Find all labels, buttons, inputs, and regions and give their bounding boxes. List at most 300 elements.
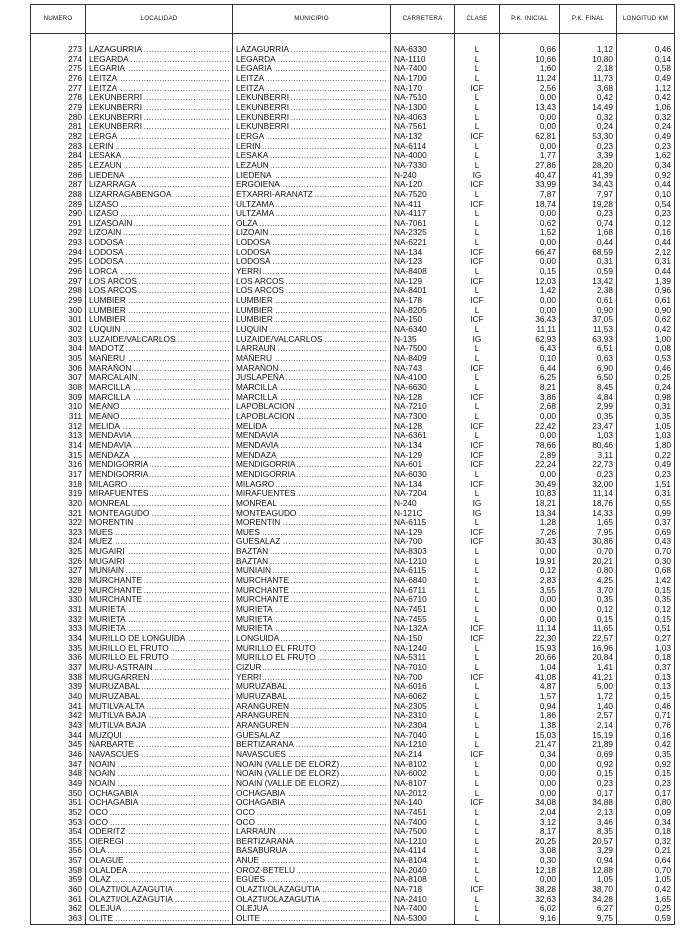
cell-localidad — [86, 875, 233, 885]
table-row — [31, 55, 675, 65]
cell-localidad — [86, 55, 233, 65]
cell-clase: L — [455, 238, 500, 248]
cell-municipio-text: MARCILLA — [236, 392, 278, 402]
cell-pk-final: 0,63 — [560, 354, 617, 364]
cell-municipio-leader — [236, 798, 387, 808]
table-row — [31, 451, 675, 461]
cell-pk-inicial: 0,34 — [500, 750, 560, 760]
cell-pk-final: 2,99 — [560, 402, 617, 412]
table-row — [31, 557, 675, 567]
cell-municipio-text: LEZAUN — [236, 160, 269, 170]
cell-municipio-leader — [236, 605, 387, 615]
cell-longitud: 0,62 — [617, 315, 675, 325]
cell-clase: L — [455, 557, 500, 567]
cell-localidad — [86, 846, 233, 856]
cell-localidad-leader — [89, 161, 229, 171]
cell-numero: 309 — [31, 393, 86, 403]
cell-numero: 340 — [31, 692, 86, 702]
cell-municipio-text: LEKUNBERRI — [236, 93, 290, 103]
cell-localidad-text: OLAZTI/OLAZAGUTIA — [89, 894, 173, 904]
cell-numero: 341 — [31, 702, 86, 712]
cell-localidad-leader — [89, 895, 229, 905]
table-row — [31, 576, 675, 586]
cell-numero: 326 — [31, 557, 86, 567]
cell-localidad — [86, 489, 233, 499]
cell-municipio-leader — [236, 74, 387, 84]
cell-localidad-text: LESAKA — [89, 151, 122, 161]
cell-longitud: 1,80 — [617, 441, 675, 451]
cell-municipio-text: NAVASCUES — [236, 749, 286, 759]
cell-pk-final: 0,92 — [560, 760, 617, 770]
cell-localidad-leader — [89, 286, 229, 296]
table-row — [31, 663, 675, 673]
cell-pk-final: 13,42 — [560, 277, 617, 287]
cell-pk-final: 2,14 — [560, 721, 617, 731]
cell-localidad-leader — [89, 595, 229, 605]
cell-localidad-text: MENDAVIA — [89, 440, 132, 450]
cell-municipio-leader — [236, 412, 387, 422]
cell-pk-inicial: 8,17 — [500, 827, 560, 837]
cell-municipio-text: CIZUR — [236, 663, 262, 672]
cell-pk-final: 18,76 — [560, 499, 617, 509]
cell-clase: L — [455, 74, 500, 84]
cell-localidad-text: MUGAIRI — [89, 556, 125, 566]
cell-longitud: 0,32 — [617, 113, 675, 123]
table-row — [31, 132, 675, 142]
cell-municipio-leader — [236, 190, 387, 200]
cell-localidad — [86, 866, 233, 876]
cell-numero: 362 — [31, 904, 86, 914]
cell-localidad — [86, 84, 233, 94]
cell-numero: 316 — [31, 460, 86, 470]
cell-municipio-leader — [236, 827, 387, 837]
cell-pk-inicial: 1,77 — [500, 151, 560, 161]
cell-localidad-text: LERGA — [89, 131, 118, 141]
table-row — [31, 904, 675, 914]
cell-municipio-leader — [236, 470, 387, 480]
cell-localidad-text: MUTILVA BAJA — [89, 711, 147, 721]
cell-pk-final: 41,39 — [560, 171, 617, 181]
cell-municipio — [233, 528, 391, 538]
cell-carretera: NA-1210 — [391, 557, 455, 567]
cell-longitud: 0,15 — [617, 586, 675, 596]
cell-localidad-leader — [89, 769, 229, 779]
cell-pk-inicial: 9,16 — [500, 914, 560, 924]
cell-municipio-text: LOS ARCOS — [236, 276, 284, 286]
cell-numero: 312 — [31, 422, 86, 432]
cell-carretera: NA-7400 — [391, 904, 455, 914]
cell-longitud: 0,43 — [617, 537, 675, 547]
table-row — [31, 412, 675, 422]
cell-localidad — [86, 808, 233, 818]
cell-numero: 306 — [31, 364, 86, 374]
cell-localidad — [86, 219, 233, 229]
cell-clase: ICF — [455, 84, 500, 94]
cell-pk-final: 6,50 — [560, 373, 617, 383]
cell-municipio-text: OLAZTI/OLAZAGUTIA — [236, 885, 320, 895]
cell-longitud: 0,10 — [617, 190, 675, 200]
cell-pk-final: 20,57 — [560, 837, 617, 847]
cell-carretera: NA-150 — [391, 634, 455, 644]
cell-clase: ICF — [455, 364, 500, 374]
table-row — [31, 914, 675, 924]
table-row — [31, 595, 675, 605]
cell-municipio — [233, 238, 391, 248]
cell-numero: 273 — [31, 45, 86, 55]
cell-pk-inicial: 1,38 — [500, 721, 560, 731]
table-row — [31, 740, 675, 750]
cell-localidad-leader — [89, 480, 229, 490]
cell-longitud: 0,13 — [617, 682, 675, 692]
cell-localidad-leader — [89, 711, 229, 721]
cell-pk-inicial: 0,00 — [500, 547, 560, 557]
cell-municipio-text: ERGOIENA — [236, 180, 280, 190]
cell-localidad-leader — [89, 818, 229, 828]
cell-municipio-leader — [236, 644, 387, 654]
cell-municipio-text: BERTIZARANA — [236, 836, 294, 846]
cell-clase: L — [455, 711, 500, 721]
table-header-row — [31, 5, 675, 34]
cell-localidad-text: LOS ARCOS — [89, 276, 137, 286]
cell-clase: L — [455, 808, 500, 818]
cell-municipio-leader — [236, 586, 387, 596]
cell-carretera: NA-2304 — [391, 721, 455, 731]
cell-municipio-leader — [236, 837, 387, 847]
cell-localidad-text: NAVASCUES — [89, 749, 139, 759]
cell-carretera: NA-1700 — [391, 74, 455, 84]
cell-numero: 337 — [31, 663, 86, 673]
table-row — [31, 296, 675, 306]
cell-municipio — [233, 190, 391, 200]
cell-pk-final: 0,80 — [560, 566, 617, 576]
cell-clase: L — [455, 779, 500, 789]
table-row — [31, 238, 675, 248]
cell-localidad-text: MUZQUI — [89, 730, 122, 740]
cell-pk-inicial: 2,04 — [500, 808, 560, 818]
cell-municipio-leader — [236, 142, 387, 152]
cell-longitud: 1,39 — [617, 277, 675, 287]
cell-localidad — [86, 64, 233, 74]
cell-numero: 352 — [31, 808, 86, 818]
cell-pk-inicial: 15,93 — [500, 644, 560, 654]
cell-localidad — [86, 209, 233, 219]
cell-municipio-leader — [236, 595, 387, 605]
cell-localidad-leader — [89, 499, 229, 509]
cell-localidad-text: MURIETA — [89, 614, 126, 624]
cell-municipio-leader — [236, 673, 387, 683]
cell-clase: ICF — [455, 422, 500, 432]
cell-localidad-text: LERIN — [89, 141, 114, 151]
table-row — [31, 837, 675, 847]
cell-municipio-text: MENDAVIA — [236, 440, 279, 450]
cell-pk-inicial: 0,15 — [500, 267, 560, 277]
cell-clase: ICF — [455, 393, 500, 403]
cell-longitud: 0,98 — [617, 393, 675, 403]
cell-clase: L — [455, 586, 500, 596]
cell-localidad-text: LEKUNBERRI — [89, 112, 143, 122]
cell-localidad-text: LIZASOAIN — [89, 218, 133, 228]
cell-clase: L — [455, 306, 500, 316]
header-carretera: CARRETERA — [391, 5, 455, 34]
cell-clase: L — [455, 605, 500, 615]
cell-localidad-leader — [89, 470, 229, 480]
cell-numero: 282 — [31, 132, 86, 142]
cell-localidad-leader — [89, 55, 229, 65]
cell-clase: L — [455, 113, 500, 123]
cell-localidad-text: NARBARTE — [89, 740, 135, 750]
cell-municipio-text: MENDAZA — [236, 450, 277, 460]
cell-localidad-text: LOS ARCOS — [89, 286, 137, 296]
cell-municipio — [233, 113, 391, 123]
cell-localidad-leader — [89, 64, 229, 74]
cell-longitud: 0,16 — [617, 731, 675, 741]
cell-localidad-text: LEGARIA — [89, 64, 125, 74]
cell-clase: ICF — [455, 315, 500, 325]
cell-pk-inicial: 0,00 — [500, 113, 560, 123]
cell-municipio-text: LAPOBLACION — [236, 411, 295, 421]
header-numero: NUMERO — [31, 5, 86, 34]
cell-numero: 286 — [31, 171, 86, 181]
cell-pk-inicial: 62,81 — [500, 132, 560, 142]
cell-numero: 310 — [31, 402, 86, 412]
cell-pk-final: 0,32 — [560, 113, 617, 123]
cell-longitud: 0,23 — [617, 470, 675, 480]
cell-numero: 319 — [31, 489, 86, 499]
cell-carretera: NA-6221 — [391, 238, 455, 248]
table-row — [31, 702, 675, 712]
header-municipio: MUNICIPIO — [233, 5, 391, 34]
cell-carretera: NA-7451 — [391, 605, 455, 615]
cell-clase: L — [455, 818, 500, 828]
cell-municipio-leader — [236, 702, 387, 712]
cell-carretera: NA-4114 — [391, 846, 455, 856]
cell-municipio-text: MONREAL — [236, 498, 278, 508]
cell-pk-inicial: 0,00 — [500, 789, 560, 799]
cell-pk-final: 3,70 — [560, 586, 617, 596]
cell-carretera: NA-7204 — [391, 489, 455, 499]
cell-longitud: 0,46 — [617, 702, 675, 712]
cell-pk-inicial: 4,87 — [500, 682, 560, 692]
cell-pk-final: 8,45 — [560, 383, 617, 393]
cell-localidad — [86, 93, 233, 103]
cell-longitud: 0,70 — [617, 866, 675, 876]
cell-pk-final: 16,96 — [560, 644, 617, 654]
cell-pk-final: 0,15 — [560, 769, 617, 779]
cell-localidad-leader — [89, 615, 229, 625]
cell-municipio — [233, 557, 391, 567]
cell-localidad-text: LUMBIER — [89, 296, 126, 306]
cell-pk-final: 30,86 — [560, 537, 617, 547]
cell-localidad — [86, 740, 233, 750]
cell-localidad-text: MORENTIN — [89, 518, 134, 528]
cell-longitud: 0,25 — [617, 373, 675, 383]
cell-localidad — [86, 190, 233, 200]
cell-pk-final: 14,49 — [560, 103, 617, 113]
cell-longitud: 0,24 — [617, 383, 675, 393]
cell-pk-inicial: 0,00 — [500, 209, 560, 219]
cell-pk-inicial: 1,28 — [500, 518, 560, 528]
cell-clase: L — [455, 875, 500, 885]
cell-pk-inicial: 19,91 — [500, 557, 560, 567]
cell-municipio-text: JUSLAPEÑA — [236, 373, 285, 383]
cell-pk-inicial: 7,87 — [500, 190, 560, 200]
header-pk-inicial: P.K. INICIAL — [500, 5, 560, 34]
table-row — [31, 373, 675, 383]
roads-table-sheet — [30, 4, 674, 925]
cell-municipio-text: LIEDENA — [236, 170, 272, 180]
cell-pk-final: 2,57 — [560, 711, 617, 721]
cell-municipio — [233, 122, 391, 132]
cell-carretera: NA-7510 — [391, 93, 455, 103]
cell-numero: 274 — [31, 55, 86, 65]
cell-longitud: 0,49 — [617, 460, 675, 470]
cell-municipio — [233, 914, 391, 924]
table-row — [31, 122, 675, 132]
cell-municipio-leader — [236, 441, 387, 451]
cell-municipio — [233, 779, 391, 789]
cell-clase: L — [455, 856, 500, 866]
cell-municipio — [233, 248, 391, 258]
cell-localidad-leader — [89, 364, 229, 374]
cell-clase: L — [455, 45, 500, 55]
cell-municipio-leader — [236, 84, 387, 94]
cell-carretera: NA-601 — [391, 460, 455, 470]
cell-localidad — [86, 228, 233, 238]
cell-carretera: NA-5311 — [391, 653, 455, 663]
cell-localidad-leader — [89, 132, 229, 142]
cell-pk-final: 0,59 — [560, 267, 617, 277]
cell-municipio-text: LEITZA — [236, 83, 265, 93]
cell-municipio-leader — [236, 200, 387, 210]
cell-municipio — [233, 760, 391, 770]
cell-municipio — [233, 885, 391, 895]
cell-localidad-text: MUNIAIN — [89, 566, 125, 576]
table-row — [31, 856, 675, 866]
cell-municipio-leader — [236, 393, 387, 403]
cell-longitud: 1,00 — [617, 335, 675, 345]
spacer-row — [31, 34, 675, 46]
table-row — [31, 644, 675, 654]
cell-localidad-leader — [89, 142, 229, 152]
cell-pk-inicial: 3,86 — [500, 393, 560, 403]
cell-longitud: 0,54 — [617, 200, 675, 210]
cell-numero: 311 — [31, 412, 86, 422]
cell-municipio — [233, 904, 391, 914]
cell-longitud: 0,35 — [617, 412, 675, 422]
cell-pk-final: 12,88 — [560, 866, 617, 876]
cell-carretera: NA-2310 — [391, 711, 455, 721]
cell-longitud: 1,62 — [617, 151, 675, 161]
cell-localidad — [86, 537, 233, 547]
table-row — [31, 518, 675, 528]
cell-carretera: NA-2410 — [391, 895, 455, 905]
cell-pk-final: 21,89 — [560, 740, 617, 750]
cell-longitud: 0,80 — [617, 798, 675, 808]
table-row — [31, 209, 675, 219]
cell-longitud: 0,76 — [617, 721, 675, 731]
cell-carretera: NA-7400 — [391, 64, 455, 74]
cell-municipio-leader — [236, 402, 387, 412]
cell-localidad — [86, 113, 233, 123]
cell-municipio-leader — [236, 885, 387, 895]
cell-longitud: 0,68 — [617, 566, 675, 576]
cell-municipio-text: BAZTAN — [236, 556, 269, 566]
cell-municipio-text: NOAIN (VALLE DE ELORZ) — [236, 778, 340, 788]
cell-localidad-text: LIZASO — [89, 209, 119, 219]
cell-municipio-text: LEGARIA — [236, 64, 272, 74]
cell-pk-inicial: 2,56 — [500, 84, 560, 94]
cell-localidad-leader — [89, 248, 229, 258]
cell-localidad-leader — [89, 277, 229, 287]
cell-municipio-text: MURUZABAL — [236, 691, 288, 701]
cell-localidad — [86, 180, 233, 190]
cell-pk-final: 38,70 — [560, 885, 617, 895]
cell-pk-final: 0,35 — [560, 595, 617, 605]
cell-pk-inicial: 6,44 — [500, 364, 560, 374]
cell-pk-inicial: 6,02 — [500, 904, 560, 914]
cell-localidad — [86, 142, 233, 152]
cell-localidad-leader — [89, 122, 229, 132]
cell-carretera: NA-7455 — [391, 615, 455, 625]
cell-localidad-leader — [89, 354, 229, 364]
cell-longitud: 0,58 — [617, 64, 675, 74]
cell-municipio-leader — [236, 257, 387, 267]
cell-numero: 354 — [31, 827, 86, 837]
cell-carretera: NA-7210 — [391, 402, 455, 412]
cell-municipio-text: ANUE — [236, 856, 260, 866]
cell-longitud: 0,14 — [617, 55, 675, 65]
cell-localidad — [86, 885, 233, 895]
cell-numero: 348 — [31, 769, 86, 779]
cell-municipio — [233, 460, 391, 470]
cell-localidad-text: MAÑERU — [89, 354, 125, 363]
cell-localidad — [86, 518, 233, 528]
cell-localidad-leader — [89, 228, 229, 238]
cell-clase: L — [455, 267, 500, 277]
table-row — [31, 64, 675, 74]
cell-carretera: NA-8102 — [391, 760, 455, 770]
cell-clase: L — [455, 383, 500, 393]
cell-municipio — [233, 373, 391, 383]
cell-clase: L — [455, 731, 500, 741]
cell-longitud: 0,42 — [617, 885, 675, 895]
cell-clase: L — [455, 644, 500, 654]
cell-localidad — [86, 711, 233, 721]
cell-pk-inicial: 0,00 — [500, 605, 560, 615]
cell-localidad — [86, 335, 233, 345]
cell-longitud: 0,12 — [617, 219, 675, 229]
cell-localidad — [86, 576, 233, 586]
cell-pk-final: 11,73 — [560, 74, 617, 84]
cell-pk-final: 0,94 — [560, 856, 617, 866]
cell-carretera: NA-718 — [391, 885, 455, 895]
cell-localidad — [86, 45, 233, 55]
cell-localidad-text: LIZARRAGABENGOA — [89, 189, 172, 199]
cell-numero: 279 — [31, 103, 86, 113]
cell-numero: 287 — [31, 180, 86, 190]
cell-pk-inicial: 62,93 — [500, 335, 560, 345]
cell-localidad-text: MENDAVIA — [89, 431, 132, 441]
cell-localidad — [86, 470, 233, 480]
cell-pk-final: 34,88 — [560, 798, 617, 808]
cell-carretera: NA-1210 — [391, 740, 455, 750]
cell-localidad — [86, 856, 233, 866]
cell-localidad-leader — [89, 653, 229, 663]
cell-municipio — [233, 142, 391, 152]
cell-localidad — [86, 393, 233, 403]
cell-pk-inicial: 0,66 — [500, 45, 560, 55]
cell-localidad-text: LAZAGURRIA — [89, 45, 143, 54]
